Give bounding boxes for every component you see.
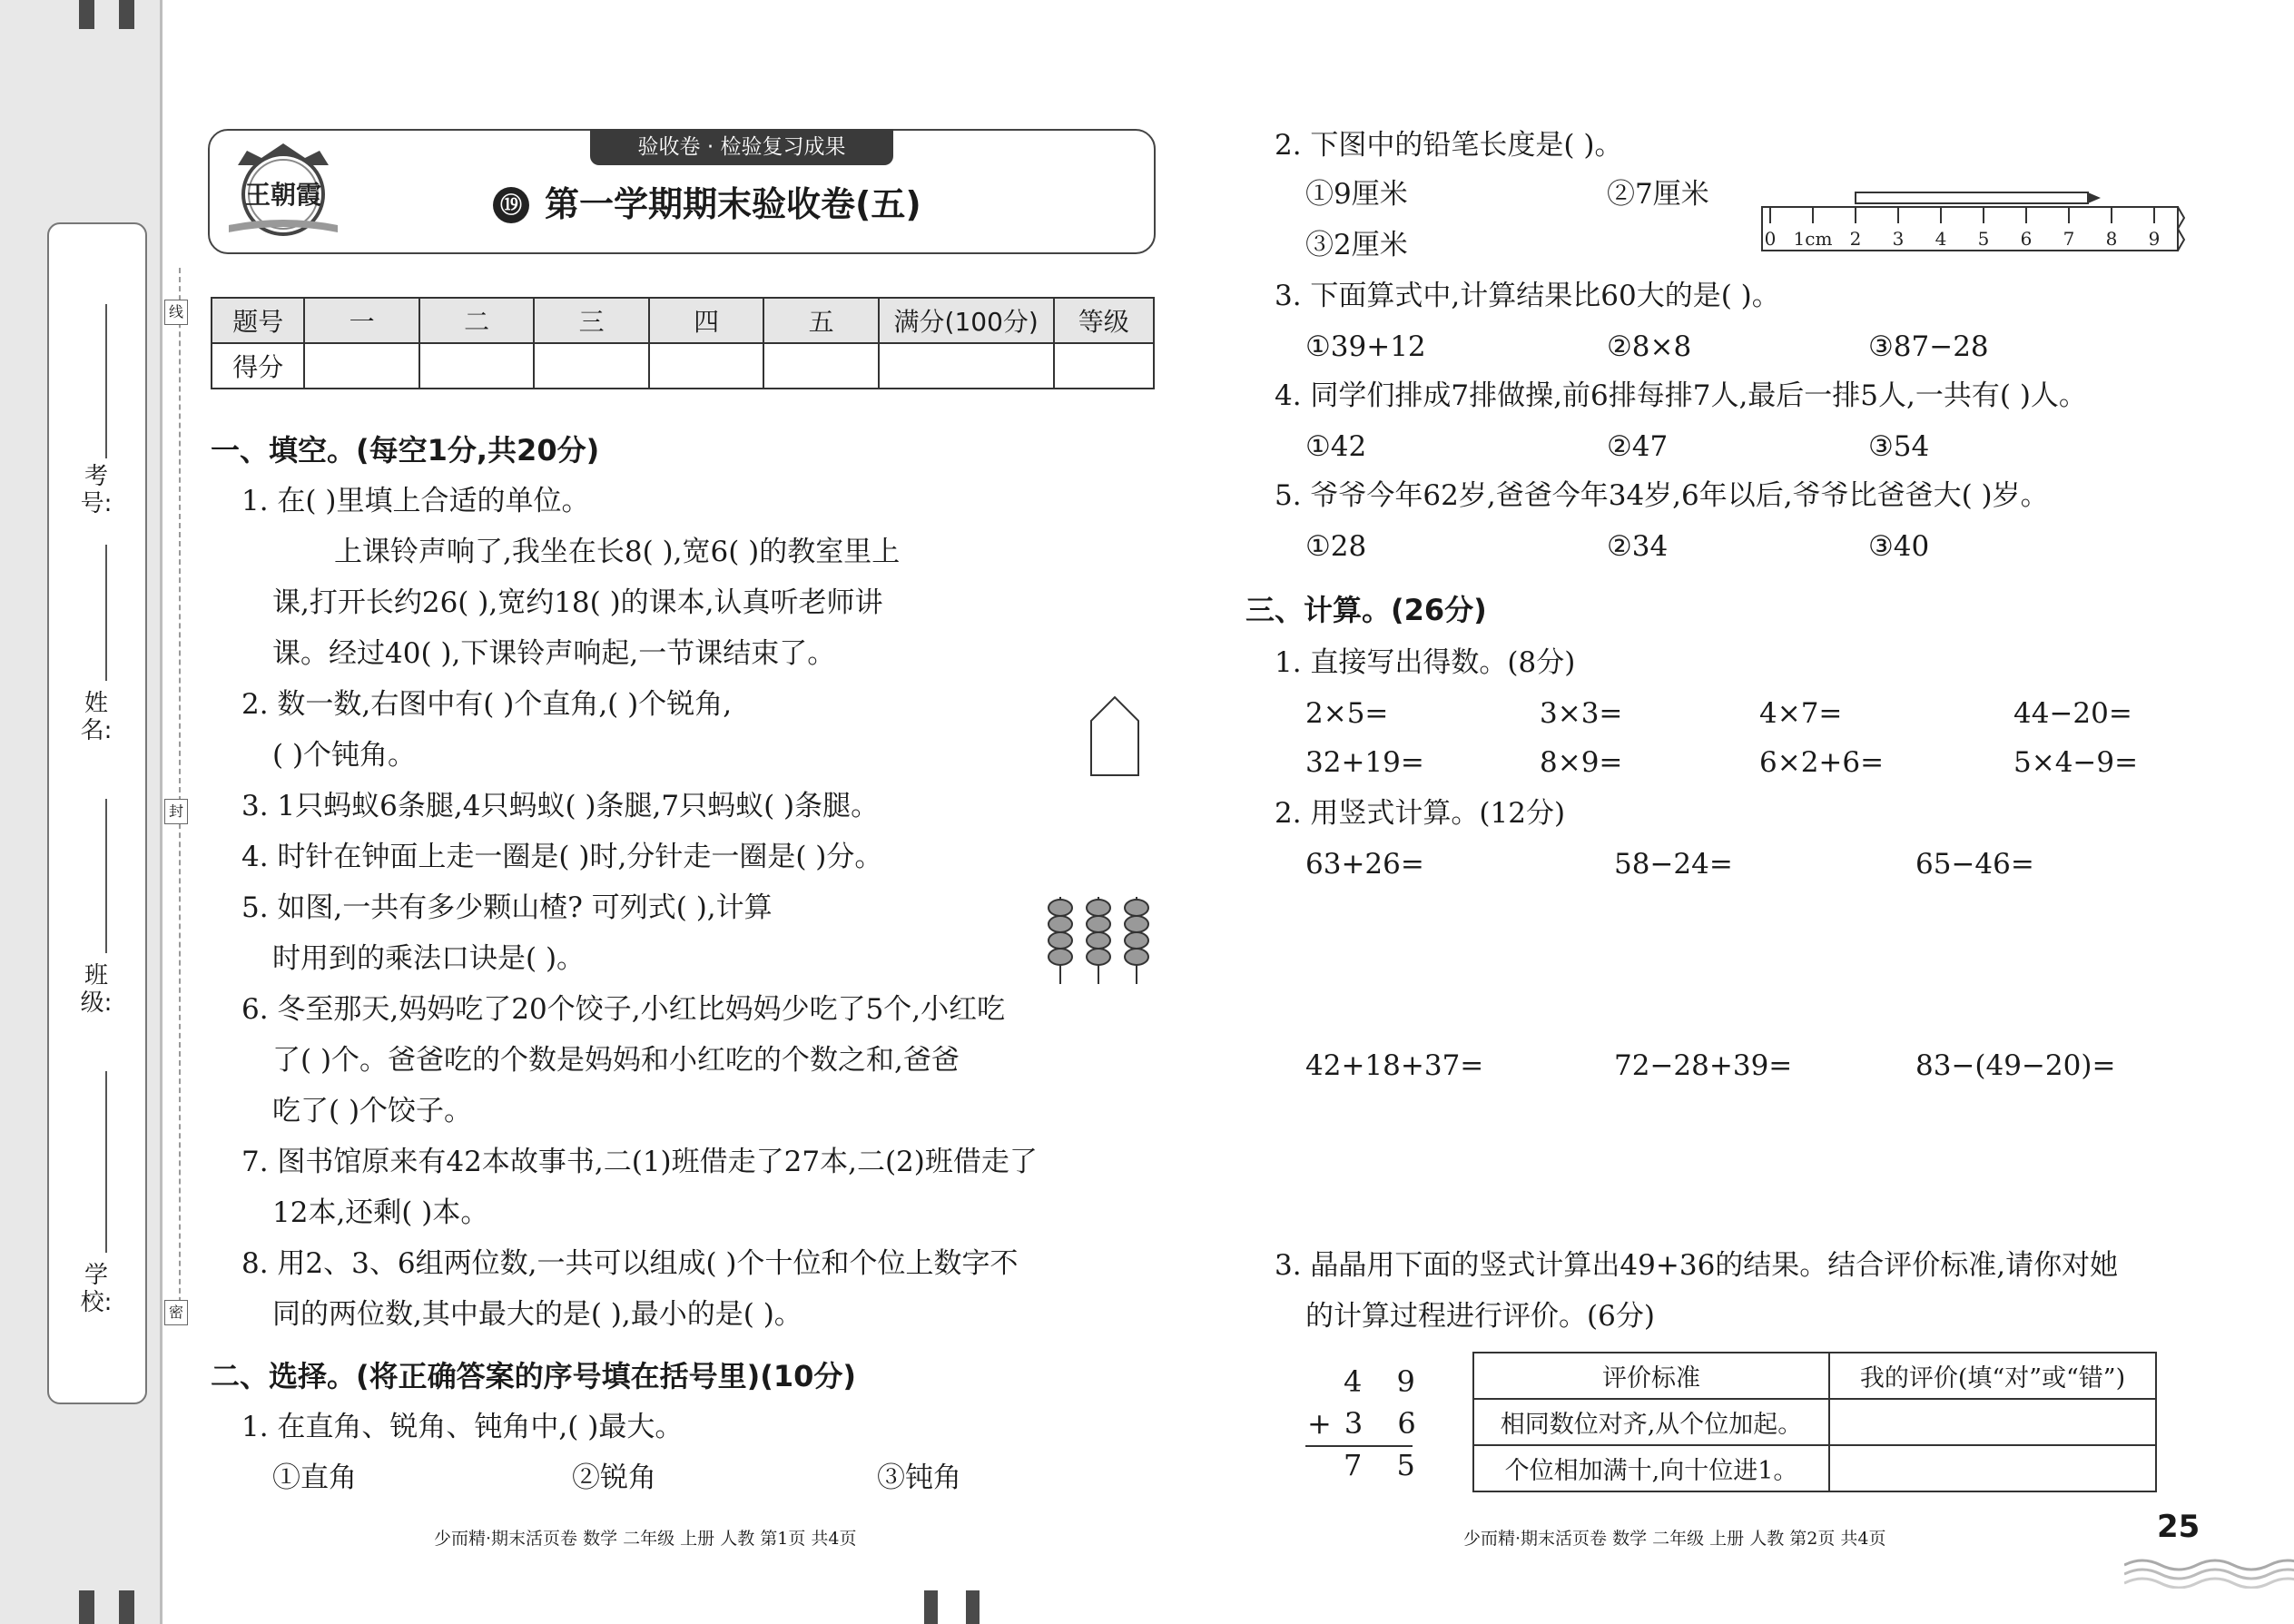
question-text: 5. 爷爷今年62岁,爸爸今年34岁,6年以后,爷爷比爸爸大( )岁。 [1275,479,2049,512]
table-cell: 五 [763,298,878,343]
gutter-edge [160,0,162,1624]
math-item: 63+26= [1305,848,1424,881]
question-text: 2. 数一数,右图中有( )个直角,( )个锐角, [241,688,733,721]
score-input[interactable] [534,343,648,389]
math-item: 65−46= [1915,848,2034,881]
math-item: 6×2+6= [1759,746,1885,779]
name-field[interactable] [105,545,107,681]
math-item: 3×3= [1540,697,1623,730]
option: ②34 [1607,530,1669,563]
math-item: 83−(49−20)= [1915,1049,2116,1082]
question-text: 3. 下面算式中,计算结果比60大的是( )。 [1275,280,1780,312]
question-text: 同的两位数,其中最大的是( ),最小的是( )。 [272,1298,802,1331]
ruler-label: 9 [2148,228,2161,250]
ruler-label: 7 [2063,228,2075,250]
binding-mark [79,0,94,29]
option: ③54 [1868,430,1930,463]
evaluation-table [1472,1352,2157,1492]
exam-no-label: 考号: [80,463,113,517]
table-row [1473,1353,2156,1399]
ruler-label: 8 [2105,228,2118,250]
option: ③40 [1868,530,1930,563]
question-text: 吃了( )个饺子。 [272,1095,473,1127]
table-cell: 二 [419,298,534,343]
question-text: 1. 在( )里填上合适的单位。 [241,485,590,517]
pentagon-figure [1089,695,1140,781]
question-text: 3. 晶晶用下面的竖式计算出49+36的结果。结合评价标准,请你对她 [1275,1249,2119,1282]
binding-mark [119,0,134,29]
question-text: 7. 图书馆原来有42本故事书,二(1)班借走了27本,二(2)班借走了 [241,1146,1038,1178]
math-item: 4×7= [1759,697,1843,730]
page-footer: 少而精·期末活页卷 数学 二年级 上册 人教 第2页 共4页 [1463,1529,1886,1549]
option: ①直角 [272,1462,357,1494]
class-field[interactable] [105,799,107,953]
option: ①9厘米 [1305,178,1408,211]
table-row [212,343,1154,389]
table-cell: 四 [649,298,763,343]
question-text: 2. 下图中的铅笔长度是( )。 [1275,129,1623,162]
table-cell: 相同数位对齐,从个位加起。 [1473,1399,1829,1445]
cut-mark-secret: 密 [164,1300,188,1325]
question-text: 8. 用2、3、6组两位数,一共可以组成( )个十位和个位上数字不 [241,1247,1019,1280]
question-text: 1. 在直角、锐角、钝角中,( )最大。 [241,1411,684,1443]
brand-logo [225,138,341,240]
math-item: 32+19= [1305,746,1424,779]
paper-number-badge: ⑲ [493,187,529,223]
option: ②7厘米 [1607,178,1709,211]
ruler-pencil-figure [1761,187,2188,256]
option: ①42 [1305,430,1367,463]
table-cell: 满分(100分) [879,298,1054,343]
svg-text:王朝霞: 王朝霞 [244,180,322,210]
score-input[interactable] [419,343,534,389]
option: ③2厘米 [1305,229,1408,261]
math-item: 58−24= [1614,848,1733,881]
ruler-label: 0 [1764,228,1777,250]
score-input[interactable] [304,343,418,389]
option: ②47 [1607,430,1669,463]
question-text: 了( )个。爸爸吃的个数是妈妈和小红吃的个数之和,爸爸 [272,1044,960,1077]
cut-mark-seal: 封 [164,799,188,824]
binding-mark [119,1590,134,1624]
ruler-label: 1cm [1793,228,1833,250]
section-heading: 一、填空。(每空1分,共20分) [211,433,600,468]
class-label: 班级: [80,962,113,1017]
table-cell: 得分 [212,343,304,389]
exam-no-field[interactable] [105,304,107,458]
cut-line [179,268,181,1321]
hawthorn-skewers-figure [1044,895,1153,989]
option: ③87−28 [1868,330,1989,363]
table-header: 评价标准 [1473,1353,1829,1399]
option: ②锐角 [572,1462,656,1494]
table-cell: 个位相加满十,向十位进1。 [1473,1445,1829,1491]
score-input[interactable] [763,343,878,389]
vertical-addend-2: +3 6 [1307,1406,1429,1441]
math-item: 5×4−9= [2013,746,2139,779]
table-cell: 一 [304,298,418,343]
binding-mark [79,1590,94,1624]
table-row [212,298,1154,343]
question-text: 的计算过程进行评价。(6分) [1305,1300,1655,1333]
score-table [211,297,1155,389]
ruler-label: 3 [1892,228,1905,250]
table-row [1473,1445,2156,1491]
evaluation-input[interactable] [1829,1399,2156,1445]
option: ②8×8 [1607,330,1692,363]
name-label: 姓名: [80,690,113,744]
section-heading: 二、选择。(将正确答案的序号填在括号里)(10分) [211,1359,857,1393]
option: ①28 [1305,530,1367,563]
question-text: 4. 同学们排成7排做操,前6排每排7人,最后一排5人,一共有( )人。 [1275,379,2087,412]
vertical-sum: 7 5 [1344,1448,1428,1482]
question-text: 上课铃声响了,我坐在长8( ),宽6( )的教室里上 [334,536,901,568]
question-text: 2. 用竖式计算。(12分) [1275,797,1566,830]
table-cell: 等级 [1054,298,1154,343]
binding-mark [966,1590,980,1624]
page-footer: 少而精·期末活页卷 数学 二年级 上册 人教 第1页 共4页 [434,1529,857,1549]
section-heading: 三、计算。(26分) [1245,593,1487,627]
page-wave-decoration [2124,1525,2294,1589]
question-text: 12本,还剩( )本。 [272,1196,489,1229]
option: ③钝角 [877,1462,961,1494]
school-field[interactable] [105,1071,107,1253]
question-text: 课。经过40( ),下课铃声响起,一节课结束了。 [272,637,836,670]
score-input[interactable] [649,343,763,389]
table-header: 我的评价(填“对”或“错”) [1829,1353,2156,1399]
ruler-label: 2 [1849,228,1862,250]
math-item: 42+18+37= [1305,1049,1484,1082]
grade-input[interactable] [1054,343,1154,389]
question-text: 1. 直接写出得数。(8分) [1275,646,1576,679]
table-row [1473,1399,2156,1445]
score-input[interactable] [879,343,1054,389]
ruler-label: 4 [1935,228,1947,250]
header-ribbon: 验收卷 · 检验复习成果 [590,129,893,165]
math-item: 44−20= [2013,697,2132,730]
math-item: 8×9= [1540,746,1623,779]
ruler-label: 6 [2020,228,2033,250]
student-info-box [47,222,147,1404]
page-number: 25 [2157,1509,2200,1545]
cut-mark-line: 线 [164,300,188,325]
question-text: 5. 如图,一共有多少颗山楂? 可列式( ),计算 [241,891,773,924]
question-text: ( )个钝角。 [272,739,417,772]
question-text: 课,打开长约26( ),宽约18( )的课本,认真听老师讲 [272,586,883,619]
table-cell: 三 [534,298,648,343]
math-item: 72−28+39= [1614,1049,1793,1082]
question-text: 3. 1只蚂蚁6条腿,4只蚂蚁( )条腿,7只蚂蚁( )条腿。 [241,790,880,822]
question-text: 4. 时针在钟面上走一圈是( )时,分针走一圈是( )分。 [241,841,883,873]
question-text: 6. 冬至那天,妈妈吃了20个饺子,小红比妈妈少吃了5个,小红吃 [241,993,1006,1026]
table-cell: 题号 [212,298,304,343]
question-text: 时用到的乘法口诀是( )。 [272,942,586,975]
binding-mark [924,1590,938,1624]
option: ①39+12 [1305,330,1426,363]
math-item: 2×5= [1305,697,1389,730]
evaluation-input[interactable] [1829,1445,2156,1491]
page-title: 第一学期期末验收卷(五) [545,184,921,224]
vertical-addend-1: 4 9 [1344,1364,1428,1399]
school-label: 学校: [80,1262,113,1316]
ruler-label: 5 [1977,228,1990,250]
